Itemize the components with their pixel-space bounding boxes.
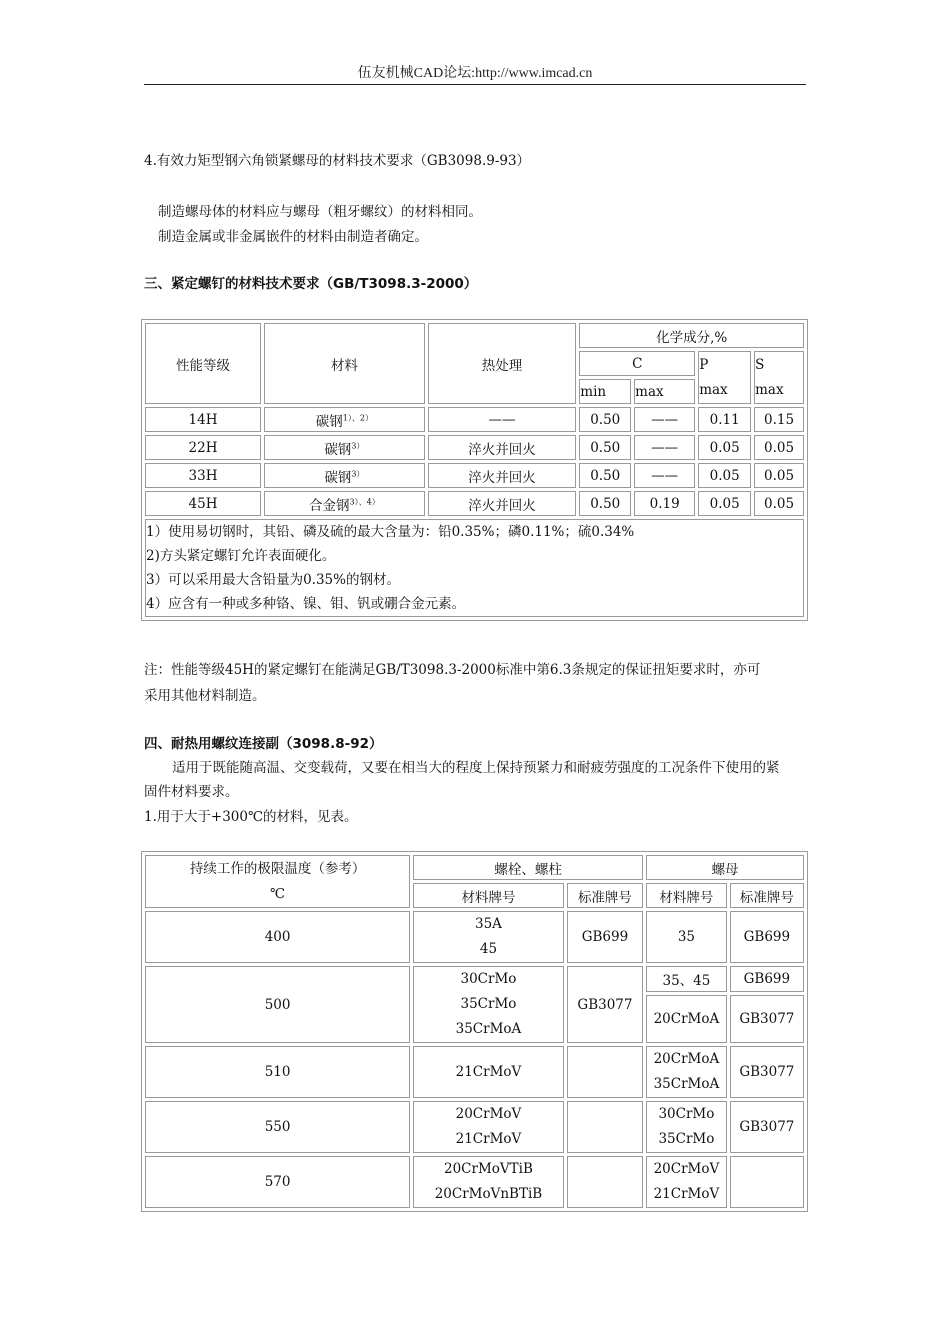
table-row: [145, 463, 804, 488]
cell-bolt-standard: [567, 1046, 643, 1098]
cell-bolt-material: 20CrMoV 21CrMoV: [413, 1101, 564, 1153]
section-four-heading: 四、耐热用螺纹连接副（3098.8-92）: [144, 736, 383, 752]
th-bolt: 螺栓、螺柱: [413, 855, 643, 880]
cell-p: 0.05: [698, 491, 751, 516]
cell-grade: 45H: [145, 491, 261, 516]
cell-nut-standard: [730, 1156, 804, 1208]
cell-nut-standard: GB3077: [730, 1101, 804, 1153]
cell-temp: 550: [145, 1101, 410, 1153]
table-note: 1）使用易切钢时，其铅、磷及硫的最大含量为：铅0.35%；磷0.11%；硫0.34%: [146, 524, 635, 540]
th-grade: 性能等级: [145, 323, 261, 404]
cell-s: 0.15: [754, 407, 804, 432]
cell-nut-standard: GB3077: [730, 1046, 804, 1098]
page-header: 伍友机械CAD论坛:http://www.imcad.cn: [357, 66, 593, 81]
cell-nut-material: 20CrMoV 21CrMoV: [646, 1156, 727, 1208]
cell-s: 0.05: [754, 491, 804, 516]
section4-para2: 制造金属或非金属嵌件的材料由制造者确定。: [158, 229, 428, 245]
cell-material: 合金钢$^{3)、4)}$: [264, 491, 425, 516]
th-p-label: P: [699, 356, 709, 373]
cell-p: 0.05: [698, 435, 751, 460]
table-row: [145, 911, 804, 963]
th-nut-material: 材料牌号: [646, 883, 727, 908]
table-row: [145, 966, 804, 992]
section3-heading: 三、紧定螺钉的材料技术要求（GB/T3098.3-2000）: [144, 276, 478, 292]
cell-bolt-material: 20CrMoVTiB 20CrMoVnBTiB: [413, 1156, 564, 1208]
heat-resistant-material-table: [141, 851, 808, 1212]
cell-c-max: 0.19: [634, 491, 695, 516]
cell-heat: 淬火并回火: [428, 491, 577, 516]
th-c-max: max: [634, 379, 695, 404]
th-nut: 螺母: [646, 855, 804, 880]
cell-p: 0.05: [698, 463, 751, 488]
th-bolt-material: 材料牌号: [413, 883, 564, 908]
set-screw-material-table: [141, 319, 808, 621]
table-row: [145, 491, 804, 516]
cell-c-min: 0.50: [579, 463, 631, 488]
cell-material: 碳钢$^{3)}$: [264, 463, 425, 488]
th-p: [698, 351, 751, 404]
table-row: [145, 1101, 804, 1153]
cell-nut-material: 20CrMoA: [646, 995, 727, 1043]
th-temperature: 持续工作的极限温度（参考） ℃: [145, 855, 410, 908]
cell-grade: 33H: [145, 463, 261, 488]
cell-nut-material: 30CrMo 35CrMo: [646, 1101, 727, 1153]
cell-grade: 14H: [145, 407, 261, 432]
cell-c-max: ——: [634, 435, 695, 460]
cell-nut-material: 35: [646, 911, 727, 963]
cell-c-min: 0.50: [579, 407, 631, 432]
section4-heading: 4.有效力矩型钢六角锁紧螺母的材料技术要求（GB3098.9-93）: [144, 153, 531, 169]
cell-nut-standard: GB699: [730, 966, 804, 992]
th-material: 材料: [264, 323, 425, 404]
cell-nut-standard: GB3077: [730, 995, 804, 1043]
cell-temp: 400: [145, 911, 410, 963]
table-note: 2)方头紧定螺钉允许表面硬化。: [146, 548, 336, 564]
th-heat-treatment: 热处理: [428, 323, 577, 404]
cell-bolt-material: 21CrMoV: [413, 1046, 564, 1098]
table-note: 3）可以采用最大含铅量为0.35%的钢材。: [146, 572, 400, 588]
table-row: [145, 1046, 804, 1098]
section4-para1: 制造螺母体的材料应与螺母（粗牙螺纹）的材料相同。: [158, 204, 482, 220]
cell-nut-material: 35、45: [646, 966, 727, 992]
th-nut-standard: 标准牌号: [730, 883, 804, 908]
cell-material: 碳钢$^{3)}$: [264, 435, 425, 460]
table-notes: [145, 519, 804, 617]
cell-c-max: ——: [634, 407, 695, 432]
table-row: [145, 1156, 804, 1208]
note-line2: 采用其他材料制造。: [144, 688, 266, 704]
cell-s: 0.05: [754, 435, 804, 460]
header-rule: [144, 84, 806, 85]
cell-material: 碳钢$^{1)、2)}$: [264, 407, 425, 432]
section-four-para-line2: 固件材料要求。: [144, 784, 239, 800]
cell-heat: 淬火并回火: [428, 435, 577, 460]
section-four-item1: 1.用于大于+300℃的材料，见表。: [144, 809, 358, 825]
cell-temp: 570: [145, 1156, 410, 1208]
cell-p: 0.11: [698, 407, 751, 432]
cell-heat: 淬火并回火: [428, 463, 577, 488]
cell-nut-material: 20CrMoA 35CrMoA: [646, 1046, 727, 1098]
cell-temp: 500: [145, 966, 410, 1043]
cell-nut-standard: GB699: [730, 911, 804, 963]
note-line1: 注：性能等级45H的紧定螺钉在能满足GB/T3098.3-2000标准中第6.3条规定的保证扭矩要求时，亦可: [144, 662, 761, 678]
cell-heat: ——: [428, 407, 577, 432]
cell-bolt-material: 30CrMo 35CrMo 35CrMoA: [413, 966, 564, 1043]
th-s: [754, 351, 804, 404]
section-four-para-line1: 适用于既能随高温、交变载荷，又要在相当大的程度上保持预紧力和耐疲劳强度的工况条件下使用的紧: [172, 760, 780, 776]
th-bolt-standard: 标准牌号: [567, 883, 643, 908]
th-c: C: [579, 351, 695, 376]
th-s-label: S: [755, 356, 765, 373]
cell-s: 0.05: [754, 463, 804, 488]
cell-bolt-standard: GB699: [567, 911, 643, 963]
th-p-max: max: [699, 381, 728, 398]
cell-temp: 510: [145, 1046, 410, 1098]
cell-c-min: 0.50: [579, 435, 631, 460]
th-c-min: min: [579, 379, 631, 404]
cell-bolt-standard: [567, 1101, 643, 1153]
th-chemical: 化学成分,%: [579, 323, 804, 348]
cell-grade: 22H: [145, 435, 261, 460]
th-s-max: max: [755, 381, 784, 398]
cell-c-min: 0.50: [579, 491, 631, 516]
cell-bolt-standard: [567, 1156, 643, 1208]
table-row: [145, 407, 804, 432]
cell-bolt-material: 35A 45: [413, 911, 564, 963]
table-note: 4）应含有一种或多种铬、镍、钼、钒或硼合金元素。: [146, 596, 466, 612]
cell-c-max: ——: [634, 463, 695, 488]
table-row: [145, 435, 804, 460]
cell-bolt-standard: GB3077: [567, 966, 643, 1043]
